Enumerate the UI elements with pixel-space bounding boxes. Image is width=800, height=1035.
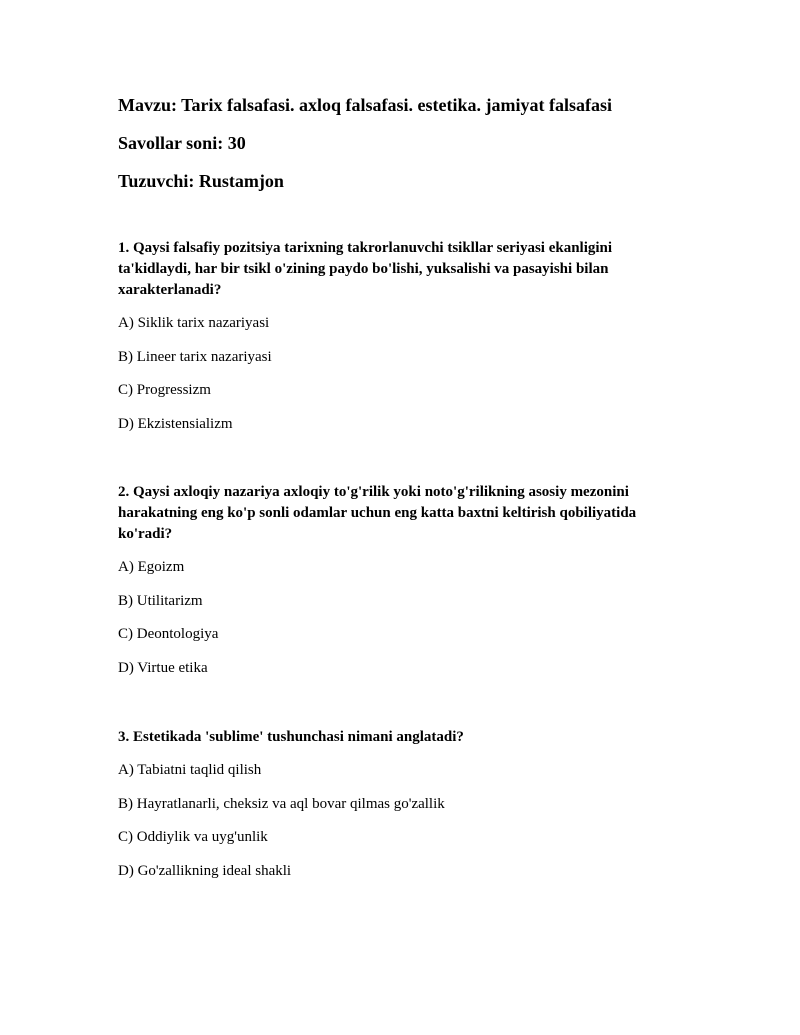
author-heading: Tuzuvchi: Rustamjon: [118, 171, 284, 191]
question-block: [118, 482, 678, 691]
answer-option: B) Hayratlanarli, cheksiz va aql bovar qilmas go'zallik: [118, 795, 445, 812]
question-block: [118, 238, 678, 447]
question-count-heading: Savollar soni: 30: [118, 133, 246, 153]
question-block: [118, 727, 678, 894]
topic-heading: Mavzu: Tarix falsafasi. axloq falsafasi. estetika. jamiyat falsafasi: [118, 95, 612, 115]
answer-option: B) Lineer tarix nazariyasi: [118, 348, 272, 365]
question-text: 3. Estetikada 'sublime' tushunchasi nimani anglatadi?: [118, 729, 464, 745]
question-text: 1. Qaysi falsafiy pozitsiya tarixning takrorlanuvchi tsikllar seriyasi ekanligini ta'kidlaydi, har bir tsikl o'zining paydo bo'lishi, yuksalishi va pasayishi bilan xarakterlanadi?: [118, 240, 613, 298]
answer-option: D) Go'zallikning ideal shakli: [118, 862, 292, 879]
answer-option: C) Progressizm: [118, 382, 211, 398]
answer-option: A) Siklik tarix nazariyasi: [118, 315, 270, 331]
answer-option: B) Utilitarizm: [118, 592, 203, 609]
answer-option: A) Tabiatni taqlid qilish: [118, 762, 262, 778]
answer-option: D) Virtue etika: [118, 659, 208, 676]
answer-option: D) Ekzistensializm: [118, 415, 233, 432]
question-text: 2. Qaysi axloqiy nazariya axloqiy to'g'rilik yoki noto'g'rilikning asosiy mezonini harakatning eng ko'p sonli odamlar uchun eng katta baxtni keltirish qobiliyatida ko'radi?: [118, 484, 637, 542]
answer-option: A) Egoizm: [118, 559, 185, 575]
answer-option: C) Deontologiya: [118, 626, 219, 642]
answer-option: C) Oddiylik va uyg'unlik: [118, 829, 268, 845]
